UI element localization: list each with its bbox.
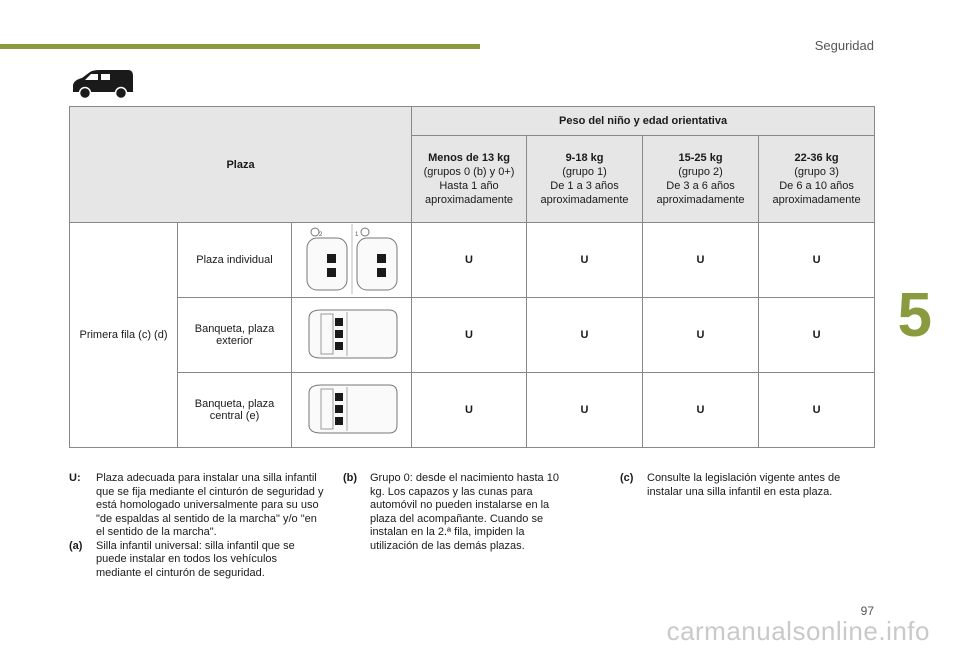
notes-column-1 <box>69 472 324 580</box>
header-accent-bar <box>0 44 480 49</box>
footnote-key: U: <box>69 472 81 484</box>
footnote-text: Silla infantil universal: silla infantil que se puede instalar en todos los vehículos mediante el cinturón de seguridad. <box>96 539 295 579</box>
section-title: Seguridad <box>814 38 874 53</box>
suitability-mark: U <box>412 223 527 298</box>
row-label: Banqueta, plaza central (e) <box>178 373 292 448</box>
svg-text:1: 1 <box>354 231 358 238</box>
footnote-key: (b) <box>343 472 358 484</box>
footnote-text: Grupo 0: desde el nacimiento hasta 10 kg. Los capazos y las cunas para automóvil no pueden instalarse en la plaza del acompañante. Cuando se instalan en la 2.ª fila, impiden la utilización de las demás plazas. <box>370 472 559 552</box>
footnote-text: Plaza adecuada para instalar una silla infantil que se fija mediante el cinturón de seguridad y está homologado universalmente para su uso "de espaldas al sentido de la marcha" y/o "en el sentido de la marcha". <box>96 472 324 538</box>
suitability-mark: U <box>643 298 759 373</box>
svg-text:2: 2 <box>318 231 322 238</box>
notes-column-2 <box>343 472 575 553</box>
suitability-mark: U <box>643 373 759 448</box>
suitability-mark: U <box>527 223 643 298</box>
suitability-mark: U <box>412 298 527 373</box>
group-header: Menos de 13 kg (grupos 0 (b) y 0+) Hasta 1 año aproximadamente <box>412 136 527 223</box>
row-label: Banqueta, plaza exterior <box>178 298 292 373</box>
child-seat-table <box>69 106 875 448</box>
chapter-number: 5 <box>897 281 932 350</box>
notes-column-3 <box>620 472 870 499</box>
footnote <box>69 540 324 581</box>
seat-individual-diagram-icon <box>297 224 407 294</box>
suitability-mark: U <box>759 223 875 298</box>
seat-diagram-cell <box>292 373 412 448</box>
footnote-text: Consulte la legislación vigente antes de instalar una silla infantil en esta plaza. <box>647 472 841 498</box>
row-label: Plaza individual <box>178 223 292 298</box>
seat-bench-outer-diagram-icon <box>297 304 407 364</box>
suitability-mark: U <box>759 298 875 373</box>
suitability-mark: U <box>412 373 527 448</box>
seat-bench-center-diagram-icon <box>297 379 407 439</box>
group-header: 9-18 kg (grupo 1) De 1 a 3 años aproximadamente <box>527 136 643 223</box>
weight-header: Peso del niño y edad orientativa <box>412 107 875 136</box>
suitability-mark: U <box>527 298 643 373</box>
group-header: 22-36 kg (grupo 3) De 6 a 10 años aproximadamente <box>759 136 875 223</box>
group-header: 15-25 kg (grupo 2) De 3 a 6 años aproximadamente <box>643 136 759 223</box>
footnote <box>69 472 324 540</box>
footnote-key: (c) <box>620 472 634 484</box>
row-group-label: Primera fila (c) (d) <box>70 223 178 448</box>
page-number: 97 <box>860 604 874 618</box>
plaza-header: Plaza <box>70 107 412 223</box>
van-icon <box>70 68 136 100</box>
seat-diagram-cell <box>292 298 412 373</box>
footnote-key: (a) <box>69 539 83 552</box>
seat-diagram-cell <box>292 223 412 298</box>
footnote <box>620 472 870 499</box>
watermark: carmanualsonline.info <box>666 616 930 646</box>
suitability-mark: U <box>759 373 875 448</box>
footnote <box>343 472 575 553</box>
suitability-mark: U <box>527 373 643 448</box>
suitability-mark: U <box>643 223 759 298</box>
